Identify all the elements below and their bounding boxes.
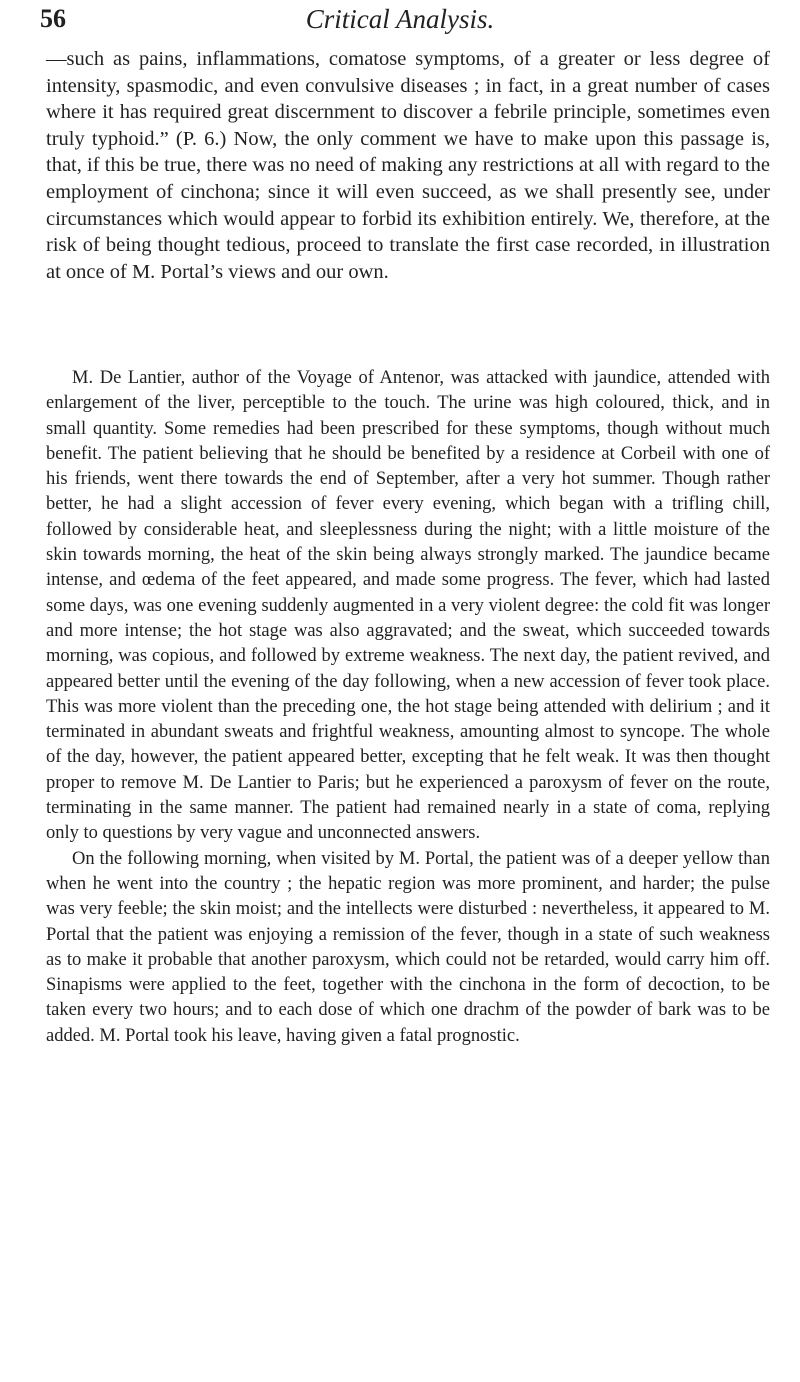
running-head xyxy=(0,4,800,44)
paragraph-case-history: M. De Lantier, author of the Voyage of Antenor, was attacked with jaundice, attended with enlargement of the liver, perceptible to the touch. The urine was high coloured, thick, and in small quantity. Some remedies had been prescribed for these symptoms, though without much benefit. The patient believing that he should be benefited by a residence at Corbeil with one of his friends, went there towards the end of September, after a very hot summer. Though rather better, he had a slight accession of fever every evening, which began with a trifling chill, followed by considerable heat, and sleeplessness during the night; with a little moisture of the skin towards morning, the heat of the skin being always strongly marked. The jaundice became intense, and œdema of the feet appeared, and made some progress. The fever, which had lasted some days, was one evening suddenly augmented in a very violent degree: the cold fit was longer and more intense; the hot stage was also aggravated; and the sweat, which succeeded towards morning, was copious, and followed by extreme weakness. The next day, the patient revived, and appeared better until the evening of the day following, when a new accession of fever took place. This was more violent than the preceding one, the hot stage being attended with delirium ; and it terminated in abundant sweats and frightful weakness, amounting almost to syncope. The whole of the day, however, the patient appeared better, excepting that he felt weak. It was then thought proper to remove M. De Lantier to Paris; but he experienced a paroxysm of fever on the route, terminating in the same manner. The patient had remained nearly in a state of coma, replying only to questions by very vague and unconnected answers. xyxy=(46,368,770,844)
paragraph-continued: —such as pains, inflammations, comatose symptoms, of a greater or less degree of intensity, spasmodic, and even convulsive diseases ; in fact, in a great number of cases where it has required great discernment to discover a febrile principle, sometimes even truly typhoid.” (P. 6.) Now, the only comment we have to make upon this passage is, that, if this be true, there was no need of making any restrictions at all with regard to the employment of cinchona; since it will even succeed, as we shall presently see, under circumstances which would appear to forbid its exhibition entirely. We, therefore, at the risk of being thought tedious, proceed to translate the first case recorded, in illustration at once of M. Portal’s views and our own. xyxy=(46,48,770,283)
continued-paragraph-block xyxy=(46,46,770,285)
running-title: Critical Analysis. xyxy=(305,4,495,34)
case-report-block xyxy=(46,366,770,1049)
paragraph-following-morning: On the following morning, when visited by M. Portal, the patient was of a deeper yellow than when he went into the country ; the hepatic region was more prominent, and harder; the pulse was very feeble; the skin moist; and the intellects were disturbed : nevertheless, it appeared to M. Portal that the patient was enjoying a remission of the fever, though in a state of such weakness as to make it probable that another paroxysm, which could not be retarded, would carry him off. Sinapisms were applied to the feet, together with the cinchona in the form of decoction, to be taken every two hours; and to each dose of which one drachm of the powder of bark was to be added. M. Portal took his leave, having given a fatal prognostic. xyxy=(46,848,770,1046)
page-number: 56 xyxy=(40,4,66,33)
